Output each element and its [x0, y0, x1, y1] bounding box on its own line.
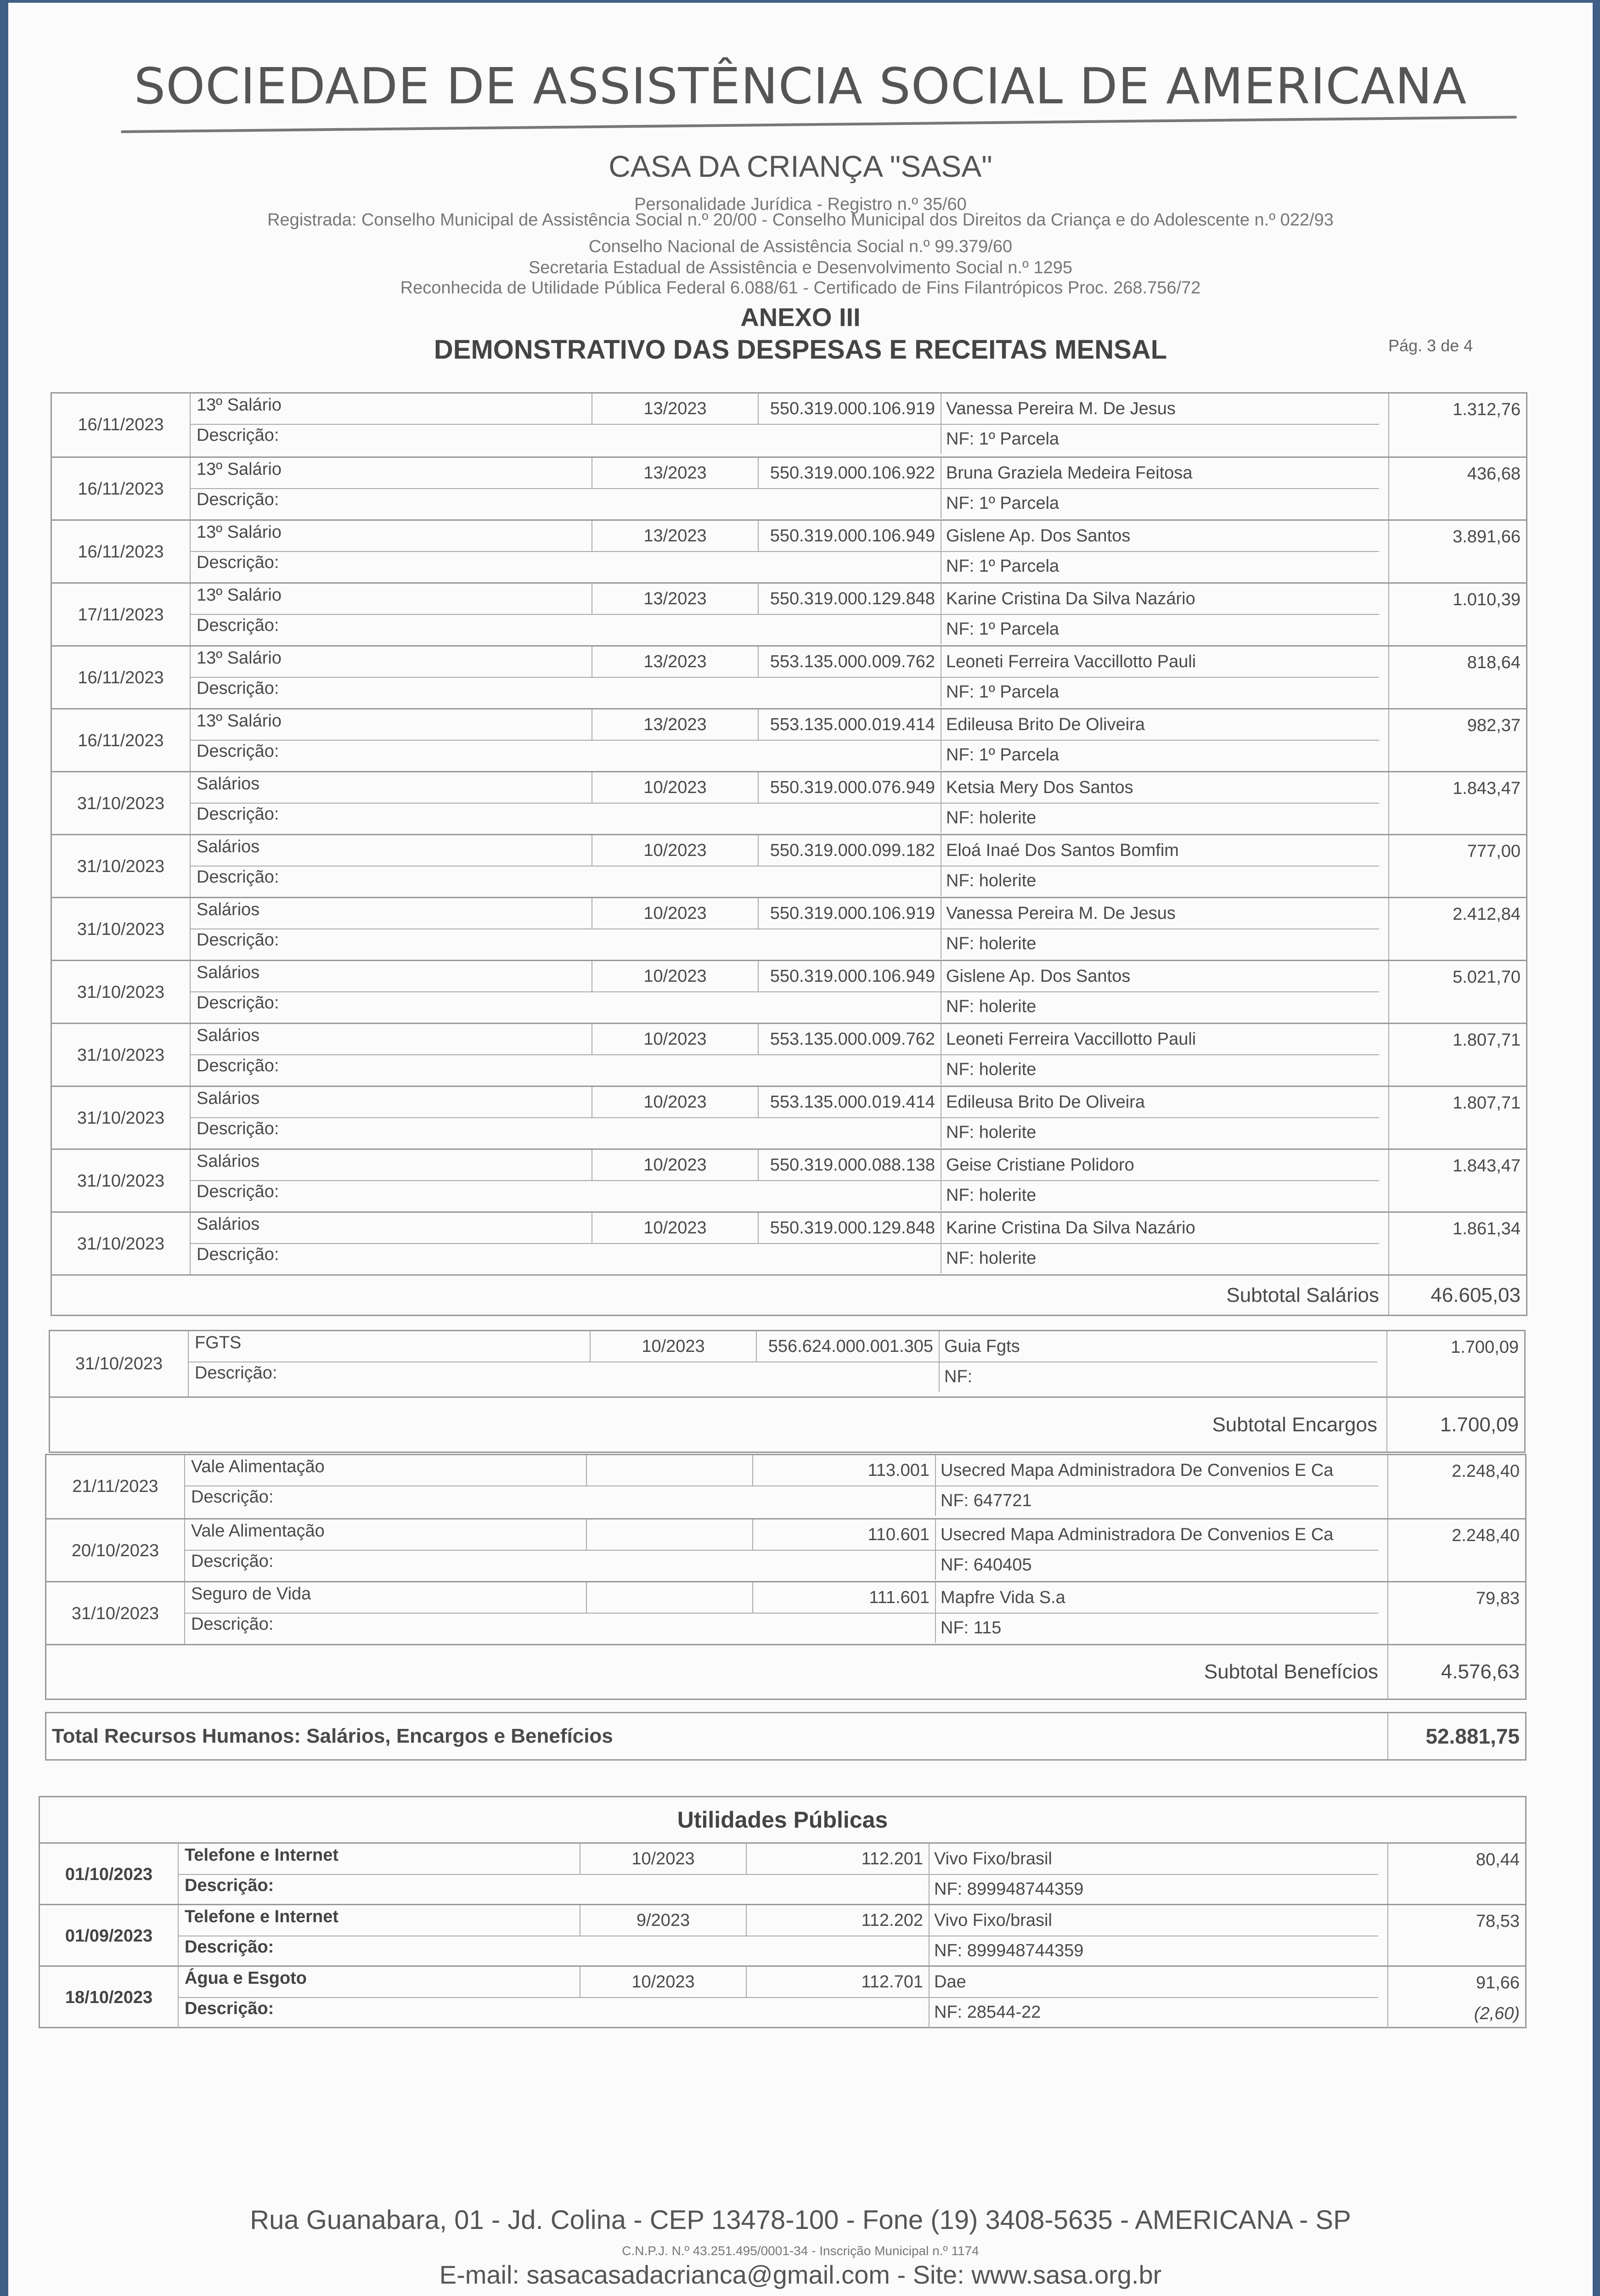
- row-value-cell: [1388, 1150, 1526, 1213]
- row-value: 5.021,70: [1453, 968, 1521, 987]
- row-value: 80,44: [1476, 1850, 1520, 1869]
- table-row: [52, 834, 1526, 898]
- row-payee-name: Gislene Ap. Dos Santos: [941, 961, 1130, 991]
- total-hr-label: Total Recursos Humanos: Salários, Encargos e Benefícios: [52, 1725, 613, 1747]
- row-value: 1.843,47: [1453, 779, 1521, 798]
- subtotal-value: 4.576,63: [1387, 1645, 1525, 1699]
- row-payee-name: Vivo Fixo/brasil: [929, 1905, 1052, 1936]
- row-date: 18/10/2023: [40, 1967, 179, 2028]
- row-value: 78,53: [1476, 1912, 1520, 1931]
- row-period: 13/2023: [592, 394, 759, 424]
- row-divider: [178, 1997, 1378, 1998]
- row-value: 1.861,34: [1453, 1219, 1521, 1238]
- row-document-number: 550.319.000.106.949: [770, 966, 935, 986]
- benefits-table: [45, 1454, 1527, 1700]
- row-document-number: 550.319.000.099.182: [770, 840, 935, 860]
- row-divider: [190, 1243, 1379, 1244]
- row-description-label: Descrição:: [197, 1182, 279, 1201]
- table-row: [40, 1904, 1525, 1967]
- row-document-number: 553.135.000.019.414: [770, 1092, 935, 1112]
- row-payee-name: Ketsia Mery Dos Santos: [941, 772, 1133, 803]
- subtotal-row: [52, 1274, 1526, 1315]
- row-period: 10/2023: [592, 835, 759, 866]
- row-date: 31/10/2023: [52, 1087, 191, 1150]
- organization-name: SOCIEDADE DE ASSISTÊNCIA SOCIAL DE AMERICANA: [134, 58, 1467, 115]
- footer-address: Rua Guanabara, 01 - Jd. Colina - CEP 13478-100 - Fone (19) 3408-5635 - AMERICANA - SP: [250, 2205, 1351, 2235]
- row-invoice: NF: 899948744359: [929, 1936, 1083, 1966]
- row-type: Vale Alimentação: [191, 1521, 325, 1541]
- table-row: [52, 394, 1526, 456]
- row-description-label: Descrição:: [197, 490, 279, 509]
- row-document-number: 550.319.000.106.919: [770, 903, 935, 923]
- row-period: 10/2023: [580, 1967, 747, 1997]
- row-invoice: NF: holerite: [941, 1117, 1036, 1148]
- row-type: 13º Salário: [197, 648, 282, 668]
- row-divider: [184, 1613, 1378, 1614]
- row-date: 17/11/2023: [52, 584, 191, 647]
- row-value-cell: [1388, 835, 1526, 898]
- row-value-cell: [1387, 1519, 1525, 1582]
- table-row: [52, 1211, 1526, 1276]
- table-row: [52, 771, 1526, 835]
- page-number: Pág. 3 de 4: [1388, 336, 1473, 355]
- row-document-number: 550.319.000.106.949: [770, 526, 935, 546]
- row-date: 31/10/2023: [52, 772, 191, 835]
- utilities-table: [39, 1796, 1527, 2028]
- row-description-label: Descrição:: [191, 1552, 274, 1571]
- row-description-label: Descrição:: [197, 1245, 279, 1264]
- row-date: 16/11/2023: [52, 709, 191, 772]
- document-page: [8, 3, 1593, 2296]
- charges-table: [49, 1330, 1526, 1453]
- row-period: 13/2023: [592, 458, 759, 488]
- row-type: 13º Salário: [197, 711, 282, 731]
- row-value: 1.843,47: [1453, 1156, 1521, 1176]
- row-payee-name: Vanessa Pereira M. De Jesus: [941, 898, 1176, 929]
- row-value-cell: [1387, 1967, 1525, 2028]
- row-date: 31/10/2023: [52, 898, 191, 961]
- row-type: Água e Esgoto: [185, 1969, 307, 1988]
- table-row: [52, 1148, 1526, 1213]
- row-invoice: NF: 647721: [935, 1486, 1032, 1516]
- row-divider: [178, 1874, 1378, 1875]
- row-document-number: 113.001: [868, 1460, 930, 1480]
- table-row: [52, 1023, 1526, 1087]
- row-description-label: Descrição:: [197, 930, 279, 950]
- header-underline: [121, 116, 1517, 133]
- row-divider: [190, 866, 1379, 867]
- row-date: 16/11/2023: [52, 521, 191, 584]
- row-description-label: Descrição:: [185, 1999, 274, 2018]
- row-description-label: Descrição:: [197, 805, 279, 824]
- row-period: 13/2023: [592, 584, 759, 614]
- table-row: [46, 1581, 1525, 1645]
- row-period: 10/2023: [592, 772, 759, 803]
- table-row: [52, 456, 1526, 521]
- row-invoice: NF: 640405: [935, 1550, 1032, 1580]
- row-payee-name: Vivo Fixo/brasil: [929, 1844, 1052, 1874]
- row-divider: [190, 677, 1379, 678]
- row-value-cell: [1388, 898, 1526, 961]
- row-payee-name: Dae: [929, 1967, 966, 1997]
- row-type: 13º Salário: [197, 395, 282, 415]
- row-value: 3.891,66: [1453, 527, 1521, 546]
- row-payee-name: Geise Cristiane Polidoro: [941, 1150, 1134, 1180]
- footer-registry: C.N.P.J. N.º 43.251.495/0001-34 - Inscrição Municipal n.º 1174: [622, 2244, 979, 2258]
- row-type: Salários: [197, 900, 260, 919]
- row-type: FGTS: [195, 1333, 242, 1352]
- row-document-number: 112.202: [861, 1910, 923, 1930]
- row-value: 2.248,40: [1452, 1462, 1520, 1481]
- row-divider: [190, 1117, 1379, 1118]
- row-payee-name: Gislene Ap. Dos Santos: [941, 521, 1130, 551]
- row-divider: [190, 1180, 1379, 1181]
- row-description-label: Descrição:: [191, 1487, 274, 1507]
- row-type: Salários: [197, 963, 260, 982]
- row-period: 10/2023: [580, 1844, 747, 1874]
- row-date: 31/10/2023: [46, 1582, 185, 1645]
- row-divider: [190, 991, 1379, 992]
- row-value-cell: [1388, 521, 1526, 584]
- row-document-number: 550.319.000.076.949: [770, 777, 935, 797]
- row-divider: [190, 1054, 1379, 1055]
- row-invoice: NF: 1º Parcela: [941, 488, 1059, 518]
- row-date: 31/10/2023: [52, 1024, 191, 1087]
- row-date: 31/10/2023: [52, 1213, 191, 1276]
- row-value: 1.700,09: [1451, 1338, 1519, 1357]
- row-divider: [190, 614, 1379, 615]
- row-invoice: NF: holerite: [941, 803, 1036, 833]
- row-value-cell: [1388, 394, 1526, 456]
- row-value: 2.248,40: [1452, 1526, 1520, 1545]
- row-period: 10/2023: [592, 898, 759, 929]
- registration-line: Registrada: Conselho Municipal de Assistência Social n.º 20/00 - Conselho Municipal dos Direitos da Criança e do Adolescente n.º 022/93: [267, 210, 1334, 230]
- row-invoice: NF: holerite: [941, 866, 1036, 896]
- row-value-cell: [1387, 1844, 1525, 1905]
- row-value-cell: [1387, 1455, 1525, 1518]
- row-description-label: Descrição:: [191, 1615, 274, 1634]
- row-type: 13º Salário: [197, 523, 282, 542]
- row-divider: [190, 740, 1379, 741]
- row-value-cell: [1387, 1582, 1525, 1645]
- table-row: [52, 708, 1526, 772]
- row-period: 10/2023: [592, 1150, 759, 1180]
- row-period: 13/2023: [592, 647, 759, 677]
- row-value: 1.312,76: [1453, 400, 1521, 419]
- table-row: [52, 582, 1526, 647]
- row-value: 777,00: [1467, 842, 1521, 861]
- row-document-number: 550.319.000.129.848: [770, 1218, 935, 1238]
- row-value-cell: [1388, 458, 1526, 521]
- row-document-number: 112.201: [861, 1849, 923, 1868]
- row-invoice: NF: 899948744359: [929, 1874, 1083, 1904]
- row-period: 9/2023: [580, 1905, 747, 1936]
- row-period: 13/2023: [592, 521, 759, 551]
- row-description-label: Descrição:: [197, 679, 279, 698]
- row-type: Salários: [197, 1152, 260, 1171]
- total-hr-row: [45, 1712, 1527, 1761]
- row-value: 91,66: [1476, 1973, 1520, 1992]
- row-description-label: Descrição:: [197, 1056, 279, 1075]
- row-type: Salários: [197, 1026, 260, 1045]
- row-type: 13º Salário: [197, 585, 282, 605]
- row-type: Seguro de Vida: [191, 1584, 311, 1604]
- row-invoice: NF: 1º Parcela: [941, 677, 1059, 707]
- row-value-cell: [1388, 647, 1526, 709]
- row-payee-name: Leoneti Ferreira Vaccillotto Pauli: [941, 647, 1196, 677]
- registration-line: Personalidade Jurídica - Registro n.º 35/60: [634, 195, 967, 214]
- salaries-table: [51, 392, 1527, 1316]
- row-date: 31/10/2023: [52, 1150, 191, 1213]
- table-row: [46, 1455, 1525, 1518]
- utilities-title: Utilidades Públicas: [677, 1807, 888, 1833]
- row-invoice: NF:: [939, 1362, 972, 1392]
- row-period: 10/2023: [592, 1024, 759, 1054]
- table-row: [46, 1518, 1525, 1582]
- row-payee-name: Leoneti Ferreira Vaccillotto Pauli: [941, 1024, 1196, 1054]
- table-row: [52, 519, 1526, 584]
- row-invoice: NF: holerite: [941, 1243, 1036, 1273]
- row-payee-name: Mapfre Vida S.a: [935, 1582, 1065, 1613]
- row-period: [586, 1455, 753, 1486]
- row-value-cell: [1388, 1087, 1526, 1150]
- row-type: Salários: [197, 774, 260, 793]
- row-date: 16/11/2023: [52, 394, 191, 456]
- row-payee-name: Karine Cristina Da Silva Nazário: [941, 1213, 1195, 1243]
- registration-line: Secretaria Estadual de Assistência e Desenvolvimento Social n.º 1295: [528, 258, 1073, 277]
- row-date: 16/11/2023: [52, 458, 191, 521]
- row-type: Salários: [197, 837, 260, 856]
- row-adjustment: (2,60): [1474, 2004, 1520, 2023]
- subtotal-row: [50, 1396, 1524, 1452]
- table-row: [50, 1331, 1524, 1396]
- row-document-number: 550.319.000.088.138: [770, 1155, 935, 1175]
- row-document-number: 550.319.000.129.848: [770, 589, 935, 608]
- table-row: [40, 1965, 1525, 2028]
- row-invoice: NF: holerite: [941, 991, 1036, 1022]
- subtotal-label: Subtotal Salários: [1226, 1283, 1379, 1306]
- row-description-label: Descrição:: [197, 867, 279, 887]
- row-value: 982,37: [1467, 716, 1521, 735]
- row-invoice: NF: 28544-22: [929, 1997, 1041, 2027]
- row-period: [586, 1582, 753, 1613]
- row-description-label: Descrição:: [197, 553, 279, 572]
- organization-subtitle: CASA DA CRIANÇA "SASA": [608, 149, 992, 183]
- row-payee-name: Usecred Mapa Administradora De Convenios E Ca: [935, 1455, 1333, 1486]
- row-payee-name: Karine Cristina Da Silva Nazário: [941, 584, 1195, 614]
- row-description-label: Descrição:: [197, 742, 279, 761]
- row-invoice: NF: holerite: [941, 1054, 1036, 1085]
- subtotal-value: 46.605,03: [1388, 1276, 1526, 1315]
- table-row: [52, 897, 1526, 961]
- row-type: Telefone e Internet: [185, 1907, 339, 1926]
- table-row: [52, 645, 1526, 709]
- row-value: 1.807,71: [1453, 1030, 1521, 1050]
- table-row: [52, 1086, 1526, 1150]
- registration-line: Reconhecida de Utilidade Pública Federal 6.088/61 - Certificado de Fins Filantrópicos Proc. 268.756/72: [400, 278, 1201, 298]
- row-date: 31/10/2023: [50, 1331, 189, 1396]
- row-payee-name: Guia Fgts: [939, 1331, 1020, 1362]
- row-value: 818,64: [1467, 653, 1521, 672]
- row-period: 10/2023: [590, 1331, 757, 1362]
- subtotal-label: Subtotal Encargos: [1212, 1413, 1377, 1436]
- row-type: Salários: [197, 1215, 260, 1234]
- total-hr-value: 52.881,75: [1387, 1713, 1525, 1759]
- row-value-cell: [1387, 1905, 1525, 1967]
- row-value-cell: [1388, 961, 1526, 1024]
- row-divider: [190, 803, 1379, 804]
- row-document-number: 111.601: [869, 1587, 930, 1607]
- footer-contact: E-mail: sasacasadacrianca@gmail.com - Site: www.sasa.org.br: [439, 2260, 1162, 2289]
- row-value: 2.412,84: [1453, 905, 1521, 924]
- row-document-number: 550.319.000.106.922: [770, 463, 935, 483]
- row-period: 10/2023: [592, 1213, 759, 1243]
- row-description-label: Descrição:: [197, 616, 279, 635]
- row-payee-name: Eloá Inaé Dos Santos Bomfim: [941, 835, 1179, 866]
- row-date: 01/09/2023: [40, 1905, 179, 1967]
- row-value: 1.010,39: [1453, 590, 1521, 609]
- row-value: 436,68: [1467, 464, 1521, 484]
- row-type: 13º Salário: [197, 460, 282, 479]
- row-value: 79,83: [1476, 1589, 1520, 1608]
- row-value-cell: [1388, 1213, 1526, 1276]
- row-period: 13/2023: [592, 709, 759, 740]
- row-description-label: Descrição:: [197, 426, 279, 445]
- row-value-cell: [1388, 584, 1526, 647]
- row-period: [586, 1519, 753, 1550]
- row-date: 31/10/2023: [52, 961, 191, 1024]
- subtotal-label: Subtotal Benefícios: [1204, 1660, 1378, 1683]
- row-value-cell: [1388, 772, 1526, 835]
- row-document-number: 553.135.000.009.762: [770, 652, 935, 671]
- row-divider: [184, 1550, 1378, 1551]
- row-description-label: Descrição:: [197, 993, 279, 1013]
- row-type: Vale Alimentação: [191, 1457, 325, 1476]
- table-row: [52, 960, 1526, 1024]
- row-divider: [190, 551, 1379, 552]
- row-period: 10/2023: [592, 961, 759, 991]
- row-value-cell: [1388, 1024, 1526, 1087]
- annex-title: ANEXO III: [740, 303, 861, 332]
- row-payee-name: Bruna Graziela Medeira Feitosa: [941, 458, 1192, 488]
- row-description-label: Descrição:: [195, 1363, 277, 1383]
- registration-line: Conselho Nacional de Assistência Social n.º 99.379/60: [588, 237, 1013, 256]
- row-invoice: NF: 1º Parcela: [941, 740, 1059, 770]
- row-value-cell: [1386, 1331, 1524, 1396]
- row-description-label: Descrição:: [185, 1876, 274, 1895]
- row-type: Telefone e Internet: [185, 1846, 339, 1865]
- row-type: Salários: [197, 1089, 260, 1108]
- row-value-cell: [1388, 709, 1526, 772]
- row-divider: [190, 488, 1379, 489]
- row-date: 31/10/2023: [52, 835, 191, 898]
- table-row: [40, 1842, 1525, 1905]
- subtotal-value: 1.700,09: [1386, 1398, 1524, 1452]
- row-document-number: 553.135.000.009.762: [770, 1029, 935, 1049]
- row-description-label: Descrição:: [197, 1119, 279, 1138]
- row-payee-name: Edileusa Brito De Oliveira: [941, 1087, 1145, 1117]
- row-document-number: 550.319.000.106.919: [770, 399, 935, 418]
- row-date: 20/10/2023: [46, 1519, 185, 1582]
- document-title: DEMONSTRATIVO DAS DESPESAS E RECEITAS MENSAL: [434, 335, 1167, 365]
- row-invoice: NF: holerite: [941, 929, 1036, 959]
- row-value: 1.807,71: [1453, 1093, 1521, 1113]
- row-period: 10/2023: [592, 1087, 759, 1117]
- row-payee-name: Edileusa Brito De Oliveira: [941, 709, 1145, 740]
- row-invoice: NF: 115: [935, 1613, 1001, 1643]
- row-divider: [190, 424, 1379, 425]
- subtotal-row: [46, 1644, 1525, 1699]
- row-invoice: NF: 1º Parcela: [941, 614, 1059, 644]
- row-document-number: 553.135.000.019.414: [770, 715, 935, 734]
- row-document-number: 110.601: [868, 1525, 930, 1544]
- row-payee-name: Vanessa Pereira M. De Jesus: [941, 394, 1176, 424]
- row-date: 01/10/2023: [40, 1844, 179, 1905]
- row-payee-name: Usecred Mapa Administradora De Convenios E Ca: [935, 1519, 1333, 1550]
- row-invoice: NF: 1º Parcela: [941, 551, 1059, 581]
- row-date: 21/11/2023: [46, 1455, 185, 1518]
- row-document-number: 112.701: [861, 1972, 923, 1992]
- row-document-number: 556.624.000.001.305: [768, 1336, 933, 1356]
- row-date: 16/11/2023: [52, 647, 191, 709]
- row-invoice: NF: 1º Parcela: [941, 424, 1059, 454]
- row-invoice: NF: holerite: [941, 1180, 1036, 1210]
- row-description-label: Descrição:: [185, 1937, 274, 1957]
